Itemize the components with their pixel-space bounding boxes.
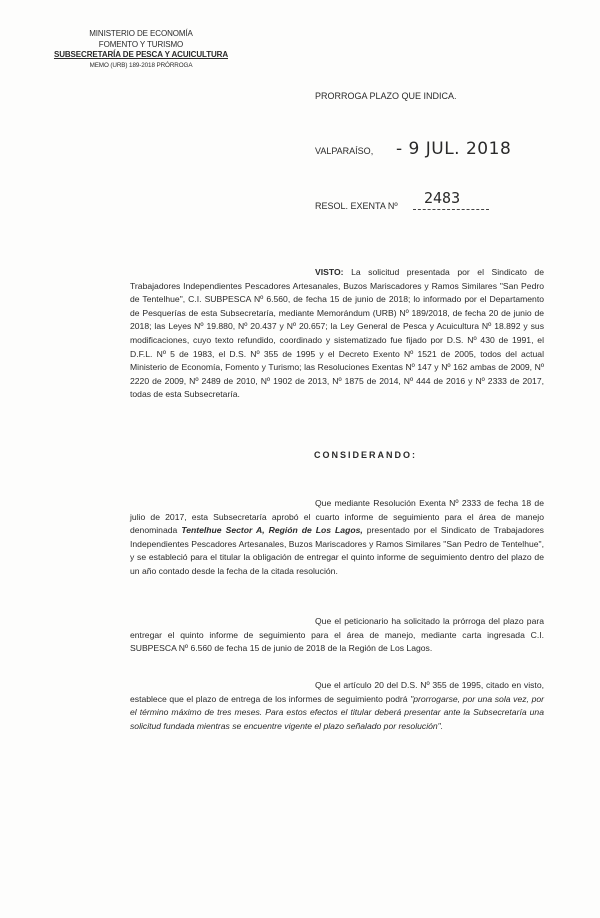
resolution-label: RESOL. EXENTA Nº <box>315 201 398 211</box>
considerando-heading: CONSIDERANDO: <box>314 450 418 460</box>
memo-reference: MEMO (URB) 189-2018 PRÓRROGA <box>89 61 193 69</box>
c3-quote: "prorrogarse, por una sola vez, por el término máximo de tres meses. Para estos efectos el titular deberá presentar ante la Subsecretaría una solicitud fundada mientras se encuentre vigente el plazo señalado por resolución". <box>130 693 544 731</box>
document-date-stamp: - 9 JUL. 2018 <box>396 139 512 159</box>
document-subject: PRORROGA PLAZO QUE INDICA. <box>315 91 457 101</box>
visto-paragraph <box>130 266 544 402</box>
c3-text-a: Que el artículo 20 del D.S. Nº 355 de 1995, citado en visto, establece que el plazo de entrega de los informes de seguimiento podrá <box>130 680 544 704</box>
considerando-paragraph-2: Que el peticionario ha solicitado la prórroga del plazo para entregar el quinto informe de seguimiento para el área de manejo, mediante carta ingresada C.I. SUBPESCA Nº 6.560 de fecha 15 de junio de 2018 de la Región de Los Lagos. <box>130 616 544 654</box>
c1-text-a: Que mediante Resolución Exenta Nº 2333 de fecha 18 de julio de 2017, esta Subsecretaría aprobó el cuarto informe de seguimiento para el área de manejo denominada <box>130 498 544 536</box>
visto-text: La solicitud presentada por el Sindicato de Trabajadores Independientes Pescadores Artesanales, Buzos Mariscadores y Ramos Similares "San Pedro de Tentelhue", C.I. SUBPESCA Nº 6.560, de fecha 15 de junio de 2018; lo informado por el Departamento de Pesquerías de esta Subsecretaría, mediante Memorándum (URB) Nº 189/2018, de fecha 20 de junio de 2018; las Leyes Nº 19.880, Nº 20.437 y Nº 20.657; la Ley General de Pesca y Acuicultura Nº 18.892 y sus modificaciones, cuyo texto refundido, coordinado y sistematizado fue fijado por D.S. Nº 430 de 1991, el D.F.L. Nº 5 de 1983, el D.S. Nº 355 de 1995 y el Decreto Exento Nº 1521 de 2005, todos del actual Ministerio de Economía, Fomento y Turismo; las Resoluciones Exentas Nº 147 y Nº 162 ambas de 2009, Nº 2220 de 2009, Nº 2489 de 2010, Nº 1902 de 2013, Nº 1875 de 2014, Nº 444 de 2016 y Nº 2333 de 2017, todas de esta Subsecretaría. <box>130 267 544 400</box>
undersecretariat-name: SUBSECRETARÍA DE PESCA Y ACUICULTURA <box>53 50 229 60</box>
letterhead <box>46 29 236 71</box>
ministry-subtitle: FOMENTO Y TURISMO <box>98 39 184 49</box>
considerando-paragraph-3 <box>130 679 544 733</box>
c1-text-b: presentado por el Sindicato de Trabajadores Independientes Pescadores Artesanales, Buzos Mariscadores y Ramos Similares "San Pedro de Tentelhue", y se estableció para el titular la obligación de entregar el quinto informe de seguimiento dentro del plazo de un año contado desde la fecha de la citada resolución. <box>130 525 544 576</box>
visto-label: VISTO: <box>315 267 344 277</box>
considerando-paragraph-1 <box>130 497 544 579</box>
resolution-number-stamp: 2483 <box>424 189 461 207</box>
document-place: VALPARAÍSO, <box>315 146 374 156</box>
c1-area-name: Tentelhue Sector A, Región de Los Lagos, <box>181 525 363 536</box>
ministry-name: MINISTERIO DE ECONOMÍA <box>89 29 193 38</box>
resolution-number-line <box>413 209 489 210</box>
